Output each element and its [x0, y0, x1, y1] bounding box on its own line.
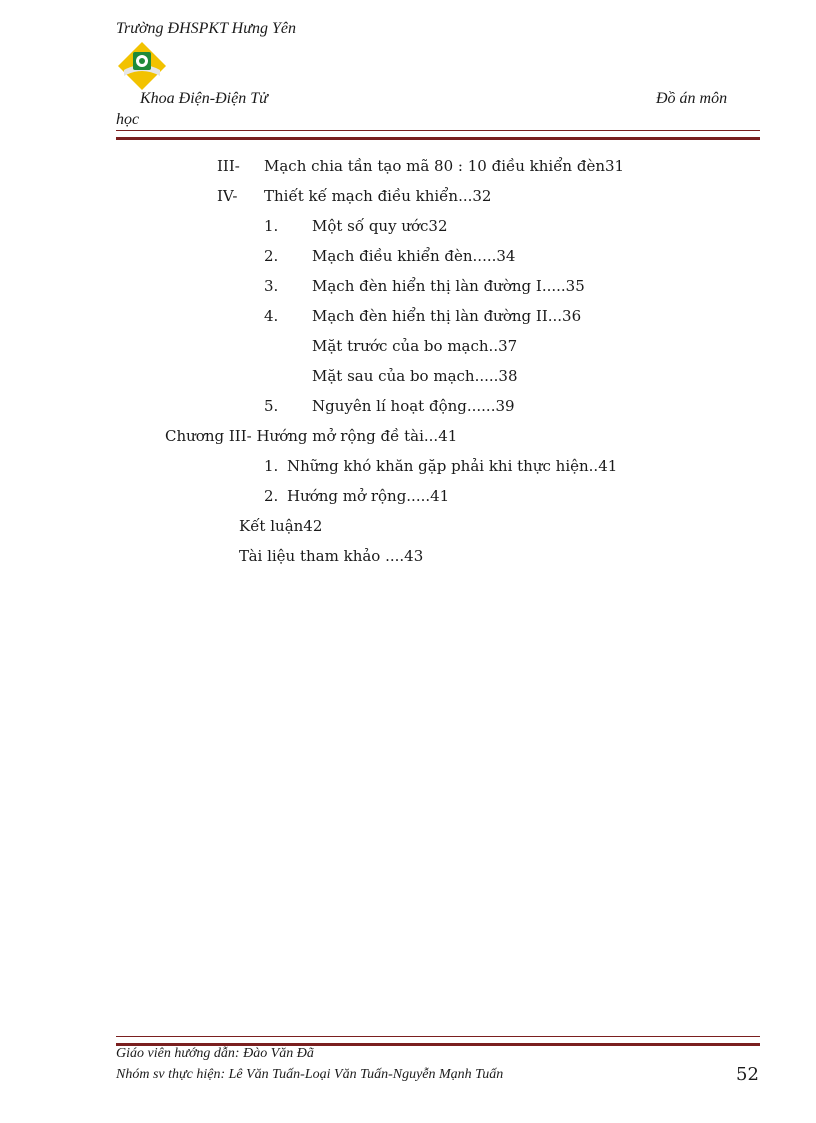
toc-number: 4.: [264, 307, 279, 325]
toc-text: Hướng mở rộng.....41: [287, 487, 450, 505]
toc-text: Kết luận42: [239, 517, 323, 535]
toc-number: IV-: [217, 187, 238, 205]
university-logo-icon: [116, 40, 168, 92]
toc-text: Những khó khăn gặp phải khi thực hiện..41: [287, 457, 618, 475]
toc-number: III-: [217, 157, 240, 175]
toc-text: Chương III- Hướng mở rộng đề tài...41: [165, 427, 458, 445]
toc-text: Một số quy ước32: [312, 217, 448, 235]
toc-text: Mặt sau của bo mạch.....38: [312, 367, 518, 385]
toc-text: Mạch đèn hiển thị làn đường I.....35: [312, 277, 585, 295]
project-label: Đồ án môn: [656, 90, 728, 107]
toc-number: 1.: [264, 457, 279, 475]
toc-number: 5.: [264, 397, 279, 415]
subject-label: học: [116, 111, 140, 128]
toc-text: Mạch điều khiển đèn.....34: [312, 247, 516, 265]
toc-text: Nguyên lí hoạt động......39: [312, 397, 515, 415]
toc-text: Thiết kế mạch điều khiển...32: [264, 187, 492, 205]
toc-text: Mạch chia tần tạo mã 80 : 10 điều khiển đèn31: [264, 157, 625, 175]
header-divider: [116, 130, 760, 140]
footer-divider: [116, 1036, 760, 1046]
toc-number: 2.: [264, 247, 279, 265]
toc-text: Mặt trước của bo mạch..37: [312, 337, 518, 355]
supervisor-line: Giáo viên hướng dẫn: Đào Văn Đã: [116, 1046, 314, 1061]
student-group-line: Nhóm sv thực hiện: Lê Văn Tuấn-Loại Văn Tuấn-Nguyễn Mạnh Tuấn: [116, 1067, 504, 1082]
toc-text: Tài liệu tham khảo ....43: [239, 547, 424, 565]
page-number: 52: [736, 1064, 759, 1085]
toc-text: Mạch đèn hiển thị làn đường II...36: [312, 307, 582, 325]
toc-number: 3.: [264, 277, 279, 295]
toc-number: 2.: [264, 487, 279, 505]
toc-number: 1.: [264, 217, 279, 235]
faculty-name: Khoa Điện-Điện Tử: [140, 90, 268, 107]
school-name: Trường ĐHSPKT Hưng Yên: [116, 20, 296, 37]
